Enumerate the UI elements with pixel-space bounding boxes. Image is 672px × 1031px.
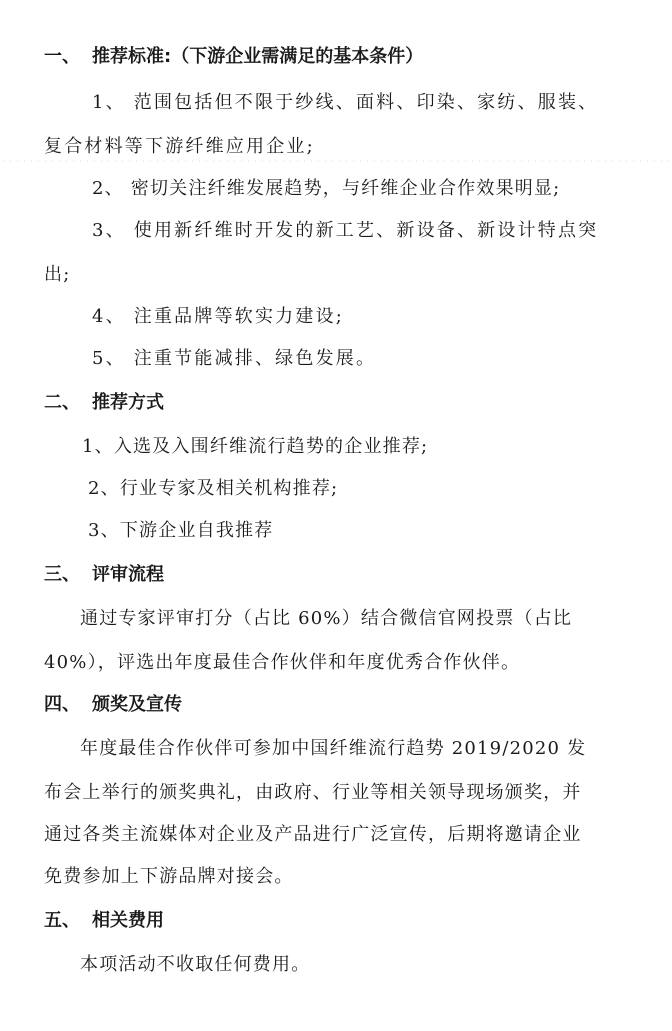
section-2-title: 推荐方式	[92, 392, 164, 413]
section-3-heading	[44, 562, 164, 588]
section-1-heading	[44, 44, 423, 70]
section-2-line-3: 3、下游企业自我推荐	[88, 520, 274, 541]
section-2-number: 二、	[44, 392, 80, 413]
section-1-line-5: 出;	[44, 264, 71, 285]
section-1-line-6: 4、 注重品牌等软实力建设;	[92, 306, 345, 327]
section-2-heading	[44, 390, 164, 416]
section-5-line-1: 本项活动不收取任何费用。	[80, 954, 311, 975]
section-4-line-3: 通过各类主流媒体对企业及产品进行广泛宣传，后期将邀请企业	[44, 824, 582, 845]
section-2-line-1: 1、入选及入围纤维流行趋势的企业推荐;	[82, 436, 429, 457]
section-4-line-2: 布会上举行的颁奖典礼，由政府、行业等相关领导现场颁奖，并	[44, 782, 582, 803]
section-3-line-2: 40%），评选出年度最佳合作伙伴和年度优秀合作伙伴。	[44, 652, 521, 673]
section-3-line-1: 通过专家评审打分（占比 60%）结合微信官网投票（占比	[80, 608, 573, 629]
section-5-number: 五、	[44, 910, 80, 931]
section-1-line-1: 1、 范围包括但不限于纱线、面料、印染、家纺、服装、	[92, 92, 599, 113]
section-2-line-2: 2、行业专家及相关机构推荐;	[88, 478, 339, 499]
section-4-heading	[44, 692, 182, 718]
section-1-line-2: 复合材料等下游纤维应用企业;	[44, 136, 315, 157]
section-1-line-3: 2、 密切关注纤维发展趋势，与纤维企业合作效果明显;	[92, 178, 561, 199]
section-3-title: 评审流程	[92, 564, 164, 585]
section-3-number: 三、	[44, 564, 80, 585]
scan-artifact	[0, 160, 672, 162]
section-1-line-4: 3、 使用新纤维时开发的新工艺、新设备、新设计特点突	[92, 220, 599, 241]
section-5-title: 相关费用	[92, 910, 164, 931]
section-4-line-1: 年度最佳合作伙伴可参加中国纤维流行趋势 2019/2020 发	[80, 738, 587, 759]
section-1-title: 推荐标准:（下游企业需满足的基本条件）	[92, 46, 424, 67]
section-5-heading	[44, 908, 164, 934]
section-1-number: 一、	[44, 46, 80, 67]
section-4-title: 颁奖及宣传	[92, 694, 182, 715]
section-4-number: 四、	[44, 694, 80, 715]
section-4-line-4: 免费参加上下游品牌对接会。	[44, 866, 294, 887]
section-1-line-7: 5、 注重节能减排、绿色发展。	[92, 348, 377, 369]
